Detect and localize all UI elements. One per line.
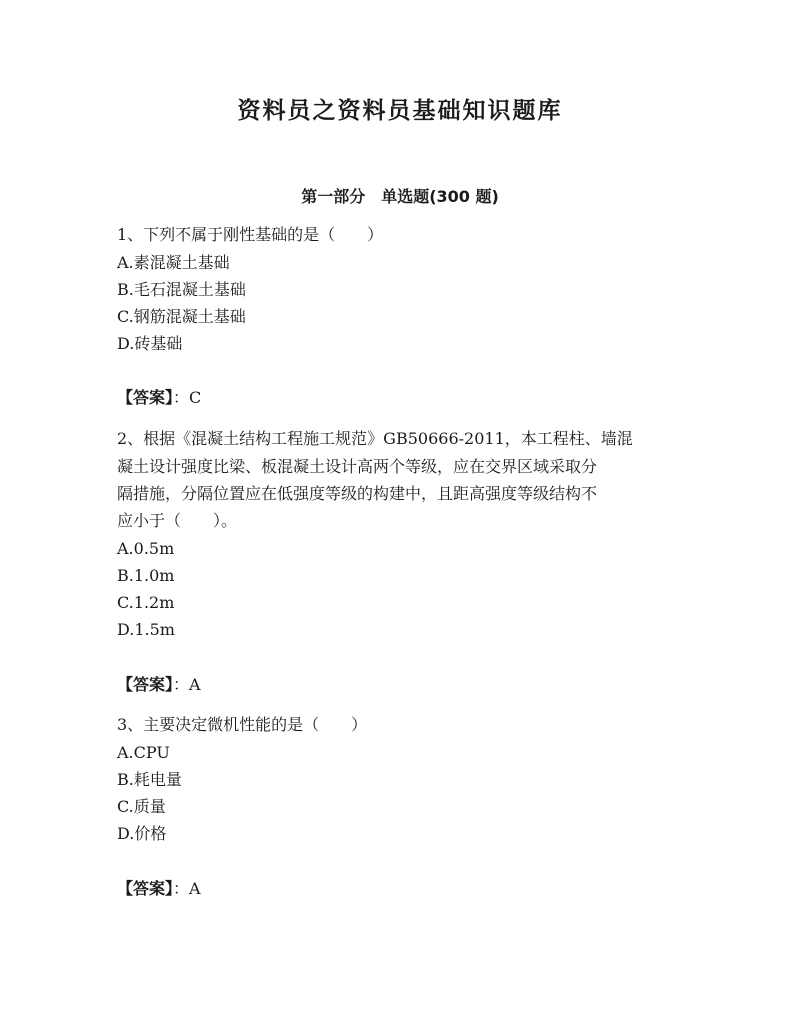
question-2-option-c: C.1.2m [117, 593, 175, 612]
question-2-stem-line-2: 凝土设计强度比梁、板混凝土设计高两个等级，应在交界区域采取分 [117, 457, 598, 476]
answer-label: 【答案】 [117, 388, 174, 407]
question-1-stem: 1、下列不属于刚性基础的是（ ） [117, 225, 384, 244]
question-1-option-d: D.砖基础 [117, 334, 183, 353]
question-1-option-b: B.毛石混凝土基础 [117, 280, 246, 299]
question-3-option-b: B.耗电量 [117, 770, 182, 789]
question-3-answer [117, 876, 201, 902]
section-title: 第一部分 单选题(300 题) [301, 187, 499, 206]
answer-label: 【答案】 [117, 879, 174, 898]
document-title: 资料员之资料员基础知识题库 [237, 98, 563, 124]
question-1-option-c: C.钢筋混凝土基础 [117, 307, 246, 326]
answer-label: 【答案】 [117, 675, 174, 694]
question-1-option-a: A.素混凝土基础 [117, 253, 230, 272]
question-3-stem: 3、主要决定微机性能的是（ ） [117, 715, 368, 734]
question-2-stem-line-1: 2、根据《混凝土结构工程施工规范》GB50666-2011，本工程柱、墙混 [117, 429, 633, 448]
question-2-stem-line-4: 应小于（ ）。 [117, 511, 238, 530]
answer-value: ：A [173, 675, 201, 694]
answer-value: ：C [173, 388, 202, 407]
question-2-option-b: B.1.0m [117, 566, 175, 585]
question-2-option-d: D.1.5m [117, 620, 175, 639]
question-3-option-a: A.CPU [117, 743, 170, 762]
question-2-answer [117, 672, 201, 698]
answer-value: ：A [173, 879, 201, 898]
question-2-stem-line-3: 隔措施，分隔位置应在低强度等级的构建中，且距高强度等级结构不 [117, 484, 598, 503]
question-1-answer [117, 385, 201, 411]
question-3-option-d: D.价格 [117, 824, 167, 843]
question-3-option-c: C.质量 [117, 797, 166, 816]
question-2-option-a: A.0.5m [117, 539, 175, 558]
